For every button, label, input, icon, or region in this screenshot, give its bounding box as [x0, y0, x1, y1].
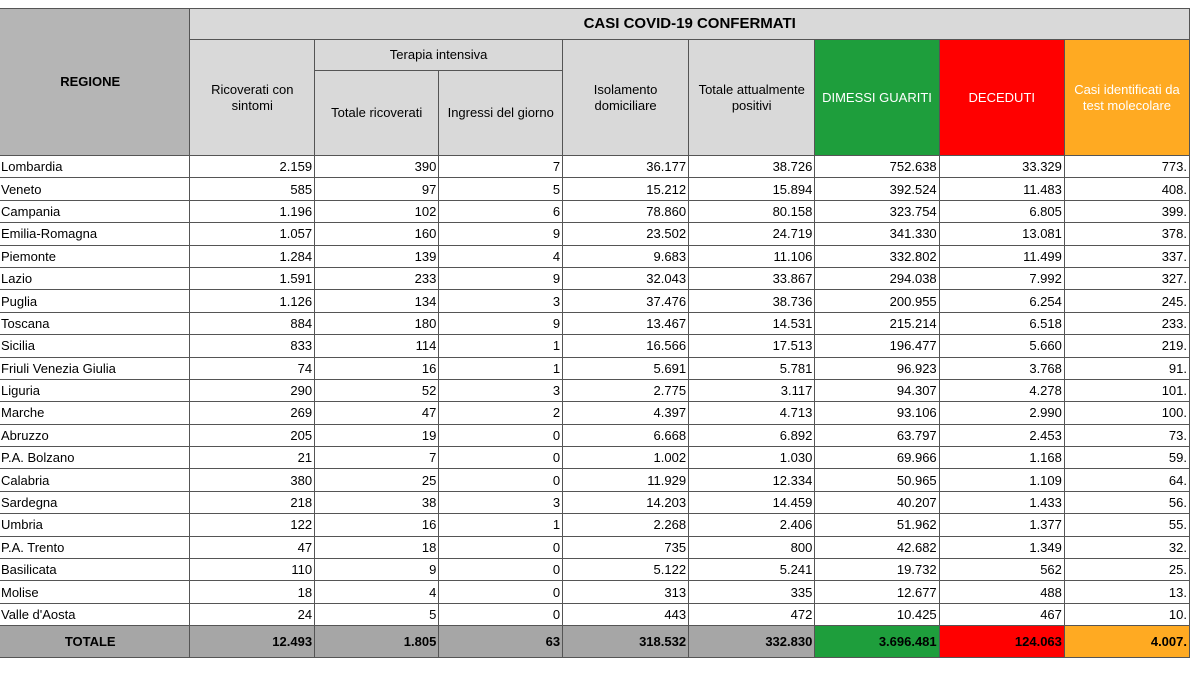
- table-row: [0, 424, 1190, 446]
- table-row: [0, 514, 1190, 536]
- cell-deceduti: 2.990: [939, 402, 1064, 424]
- cell-ricoverati: 205: [190, 424, 315, 446]
- cell-ti-totale: 47: [315, 402, 439, 424]
- cell-dimessi: 215.214: [815, 312, 939, 334]
- table-row: [0, 312, 1190, 334]
- cell-regione: Basilicata: [0, 559, 190, 581]
- cell-dimessi: 294.038: [815, 267, 939, 289]
- header-regione: REGIONE: [0, 9, 190, 156]
- cell-ti-ingressi: 6: [439, 200, 563, 222]
- cell-isolamento: 313: [563, 581, 689, 603]
- cell-isolamento: 443: [563, 603, 689, 625]
- totale-isolamento: 318.532: [563, 626, 689, 658]
- cell-deceduti: 11.499: [939, 245, 1064, 267]
- table-row: [0, 200, 1190, 222]
- totale-dimessi: 3.696.481: [815, 626, 939, 658]
- cell-ti-totale: 390: [315, 156, 439, 178]
- cell-isolamento: 37.476: [563, 290, 689, 312]
- cell-positivi: 335: [689, 581, 815, 603]
- cell-casi: 13.: [1064, 581, 1189, 603]
- cell-casi: 378.: [1064, 223, 1189, 245]
- cell-regione: Toscana: [0, 312, 190, 334]
- cell-positivi: 3.117: [689, 379, 815, 401]
- cell-ricoverati: 2.159: [190, 156, 315, 178]
- cell-regione: Friuli Venezia Giulia: [0, 357, 190, 379]
- cell-ti-ingressi: 5: [439, 178, 563, 200]
- cell-casi: 337.: [1064, 245, 1189, 267]
- cell-ti-ingressi: 0: [439, 447, 563, 469]
- totale-casi: 4.007.: [1064, 626, 1189, 658]
- cell-deceduti: 13.081: [939, 223, 1064, 245]
- table-row: [0, 335, 1190, 357]
- cell-ricoverati: 380: [190, 469, 315, 491]
- cell-casi: 64.: [1064, 469, 1189, 491]
- totale-ricoverati: 12.493: [190, 626, 315, 658]
- cell-ti-totale: 134: [315, 290, 439, 312]
- cell-ricoverati: 1.591: [190, 267, 315, 289]
- cell-ti-totale: 4: [315, 581, 439, 603]
- cell-casi: 10.: [1064, 603, 1189, 625]
- cell-dimessi: 196.477: [815, 335, 939, 357]
- header-dimessi-label: DIMESSI GUARITI: [822, 89, 932, 105]
- cell-isolamento: 15.212: [563, 178, 689, 200]
- cell-isolamento: 16.566: [563, 335, 689, 357]
- cell-ricoverati: 18: [190, 581, 315, 603]
- cell-casi: 100.: [1064, 402, 1189, 424]
- cell-ricoverati: 122: [190, 514, 315, 536]
- cell-dimessi: 332.802: [815, 245, 939, 267]
- header-isolamento-label: Isolamento domiciliare: [593, 81, 658, 113]
- cell-casi: 32.: [1064, 536, 1189, 558]
- cell-casi: 56.: [1064, 491, 1189, 513]
- cell-ti-ingressi: 9: [439, 223, 563, 245]
- table-row: [0, 267, 1190, 289]
- cell-regione: Puglia: [0, 290, 190, 312]
- cell-deceduti: 1.377: [939, 514, 1064, 536]
- cell-ti-totale: 160: [315, 223, 439, 245]
- cell-ti-totale: 7: [315, 447, 439, 469]
- cell-ricoverati: 110: [190, 559, 315, 581]
- covid-table-container: [0, 8, 1200, 668]
- cell-dimessi: 63.797: [815, 424, 939, 446]
- cell-deceduti: 1.109: [939, 469, 1064, 491]
- cell-deceduti: 1.168: [939, 447, 1064, 469]
- totale-row: [0, 626, 1190, 658]
- cell-regione: P.A. Bolzano: [0, 447, 190, 469]
- cell-isolamento: 23.502: [563, 223, 689, 245]
- cell-casi: 399.: [1064, 200, 1189, 222]
- cell-ti-totale: 18: [315, 536, 439, 558]
- cell-ti-ingressi: 9: [439, 312, 563, 334]
- cell-ti-totale: 16: [315, 514, 439, 536]
- header-terapia-intensiva: Terapia intensiva: [315, 40, 563, 71]
- cell-regione: Piemonte: [0, 245, 190, 267]
- cell-casi: 219.: [1064, 335, 1189, 357]
- cell-deceduti: 6.805: [939, 200, 1064, 222]
- cell-deceduti: 488: [939, 581, 1064, 603]
- cell-dimessi: 323.754: [815, 200, 939, 222]
- totale-deceduti: 124.063: [939, 626, 1064, 658]
- cell-dimessi: 69.966: [815, 447, 939, 469]
- cell-ti-totale: 139: [315, 245, 439, 267]
- cell-casi: 101.: [1064, 379, 1189, 401]
- cell-regione: Lombardia: [0, 156, 190, 178]
- cell-ti-ingressi: 1: [439, 514, 563, 536]
- header-positivi: [689, 40, 815, 156]
- cell-ti-ingressi: 3: [439, 290, 563, 312]
- cell-casi: 73.: [1064, 424, 1189, 446]
- table-row: [0, 245, 1190, 267]
- cell-ti-totale: 16: [315, 357, 439, 379]
- cell-ricoverati: 1.196: [190, 200, 315, 222]
- cell-isolamento: 9.683: [563, 245, 689, 267]
- cell-ricoverati: 1.057: [190, 223, 315, 245]
- cell-ricoverati: 833: [190, 335, 315, 357]
- cell-isolamento: 13.467: [563, 312, 689, 334]
- cell-ricoverati: 290: [190, 379, 315, 401]
- cell-ti-ingressi: 1: [439, 335, 563, 357]
- cell-isolamento: 36.177: [563, 156, 689, 178]
- totale-label: TOTALE: [0, 626, 190, 658]
- header-ricoverati-label: Ricoverati con sintomi: [211, 81, 294, 113]
- cell-ti-totale: 25: [315, 469, 439, 491]
- cell-regione: Calabria: [0, 469, 190, 491]
- cell-ti-ingressi: 0: [439, 424, 563, 446]
- cell-ti-ingressi: 1: [439, 357, 563, 379]
- cell-ti-ingressi: 9: [439, 267, 563, 289]
- cell-dimessi: 341.330: [815, 223, 939, 245]
- header-ingressi: [439, 71, 563, 156]
- cell-ti-ingressi: 3: [439, 491, 563, 513]
- cell-ti-ingressi: 7: [439, 156, 563, 178]
- cell-casi: 327.: [1064, 267, 1189, 289]
- cell-positivi: 14.531: [689, 312, 815, 334]
- cell-regione: P.A. Trento: [0, 536, 190, 558]
- header-casi-label: Casi identificati da test molecolare: [1074, 81, 1180, 113]
- table-row: [0, 491, 1190, 513]
- cell-isolamento: 5.691: [563, 357, 689, 379]
- cell-dimessi: 200.955: [815, 290, 939, 312]
- cell-ti-totale: 38: [315, 491, 439, 513]
- cell-isolamento: 14.203: [563, 491, 689, 513]
- cell-regione: Marche: [0, 402, 190, 424]
- cell-deceduti: 6.254: [939, 290, 1064, 312]
- cell-isolamento: 1.002: [563, 447, 689, 469]
- table-row: [0, 290, 1190, 312]
- cell-deceduti: 1.433: [939, 491, 1064, 513]
- cell-ti-ingressi: 0: [439, 603, 563, 625]
- cell-ricoverati: 74: [190, 357, 315, 379]
- table-row: [0, 469, 1190, 491]
- cell-ricoverati: 1.126: [190, 290, 315, 312]
- cell-regione: Molise: [0, 581, 190, 603]
- cell-deceduti: 467: [939, 603, 1064, 625]
- cell-positivi: 5.241: [689, 559, 815, 581]
- cell-ti-ingressi: 0: [439, 559, 563, 581]
- table-row: [0, 581, 1190, 603]
- table-row: [0, 379, 1190, 401]
- cell-ti-totale: 180: [315, 312, 439, 334]
- cell-casi: 59.: [1064, 447, 1189, 469]
- cell-positivi: 17.513: [689, 335, 815, 357]
- table-row: [0, 357, 1190, 379]
- cell-ti-ingressi: 0: [439, 469, 563, 491]
- table-body: [0, 156, 1190, 626]
- cell-ti-ingressi: 3: [439, 379, 563, 401]
- cell-ti-totale: 97: [315, 178, 439, 200]
- header-totale-ricoverati-label: Totale ricoverati: [331, 105, 423, 121]
- cell-isolamento: 4.397: [563, 402, 689, 424]
- cell-deceduti: 33.329: [939, 156, 1064, 178]
- header-ingressi-label: Ingressi del giorno: [447, 105, 554, 121]
- cell-ti-totale: 52: [315, 379, 439, 401]
- cell-positivi: 6.892: [689, 424, 815, 446]
- cell-ricoverati: 21: [190, 447, 315, 469]
- cell-casi: 233.: [1064, 312, 1189, 334]
- cell-ti-totale: 102: [315, 200, 439, 222]
- cell-regione: Abruzzo: [0, 424, 190, 446]
- cell-isolamento: 78.860: [563, 200, 689, 222]
- cell-regione: Emilia-Romagna: [0, 223, 190, 245]
- cell-positivi: 4.713: [689, 402, 815, 424]
- cell-casi: 245.: [1064, 290, 1189, 312]
- cell-casi: 25.: [1064, 559, 1189, 581]
- cell-deceduti: 11.483: [939, 178, 1064, 200]
- cell-positivi: 800: [689, 536, 815, 558]
- cell-ti-totale: 5: [315, 603, 439, 625]
- cell-dimessi: 93.106: [815, 402, 939, 424]
- cell-isolamento: 5.122: [563, 559, 689, 581]
- cell-regione: Liguria: [0, 379, 190, 401]
- cell-positivi: 11.106: [689, 245, 815, 267]
- table-row: [0, 603, 1190, 625]
- header-casi: [1064, 40, 1189, 156]
- cell-regione: Umbria: [0, 514, 190, 536]
- covid-cases-table: [0, 8, 1190, 658]
- cell-ricoverati: 269: [190, 402, 315, 424]
- cell-positivi: 472: [689, 603, 815, 625]
- cell-positivi: 15.894: [689, 178, 815, 200]
- cell-isolamento: 6.668: [563, 424, 689, 446]
- cell-ti-totale: 19: [315, 424, 439, 446]
- table-row: [0, 447, 1190, 469]
- cell-ti-ingressi: 4: [439, 245, 563, 267]
- cell-positivi: 1.030: [689, 447, 815, 469]
- cell-isolamento: 32.043: [563, 267, 689, 289]
- totale-ti-ingressi: 63: [439, 626, 563, 658]
- cell-dimessi: 50.965: [815, 469, 939, 491]
- cell-dimessi: 752.638: [815, 156, 939, 178]
- table-row: [0, 156, 1190, 178]
- header-positivi-label: Totale attualmente positivi: [698, 81, 805, 113]
- header-totale-ricoverati: [315, 71, 439, 156]
- cell-ti-ingressi: 0: [439, 536, 563, 558]
- cell-ti-ingressi: 2: [439, 402, 563, 424]
- cell-ricoverati: 585: [190, 178, 315, 200]
- cell-regione: Sicilia: [0, 335, 190, 357]
- cell-dimessi: 94.307: [815, 379, 939, 401]
- cell-positivi: 2.406: [689, 514, 815, 536]
- cell-positivi: 24.719: [689, 223, 815, 245]
- table-row: [0, 223, 1190, 245]
- cell-dimessi: 96.923: [815, 357, 939, 379]
- cell-dimessi: 392.524: [815, 178, 939, 200]
- cell-positivi: 38.736: [689, 290, 815, 312]
- cell-ricoverati: 47: [190, 536, 315, 558]
- cell-ricoverati: 218: [190, 491, 315, 513]
- header-isolamento: [563, 40, 689, 156]
- cell-dimessi: 51.962: [815, 514, 939, 536]
- table-row: [0, 536, 1190, 558]
- cell-casi: 91.: [1064, 357, 1189, 379]
- header-deceduti-label: DECEDUTI: [968, 89, 1035, 105]
- cell-isolamento: 2.775: [563, 379, 689, 401]
- cell-regione: Valle d'Aosta: [0, 603, 190, 625]
- cell-dimessi: 12.677: [815, 581, 939, 603]
- cell-deceduti: 5.660: [939, 335, 1064, 357]
- table-row: [0, 178, 1190, 200]
- cell-positivi: 12.334: [689, 469, 815, 491]
- cell-dimessi: 19.732: [815, 559, 939, 581]
- cell-positivi: 33.867: [689, 267, 815, 289]
- cell-ricoverati: 884: [190, 312, 315, 334]
- cell-regione: Sardegna: [0, 491, 190, 513]
- header-deceduti: [939, 40, 1064, 156]
- cell-deceduti: 562: [939, 559, 1064, 581]
- cell-ti-totale: 233: [315, 267, 439, 289]
- cell-regione: Veneto: [0, 178, 190, 200]
- cell-positivi: 80.158: [689, 200, 815, 222]
- cell-positivi: 38.726: [689, 156, 815, 178]
- cell-deceduti: 1.349: [939, 536, 1064, 558]
- cell-deceduti: 7.992: [939, 267, 1064, 289]
- header-title: CASI COVID-19 CONFERMATI: [190, 9, 1190, 40]
- cell-positivi: 14.459: [689, 491, 815, 513]
- totale-positivi: 332.830: [689, 626, 815, 658]
- cell-deceduti: 2.453: [939, 424, 1064, 446]
- cell-ti-totale: 9: [315, 559, 439, 581]
- cell-dimessi: 10.425: [815, 603, 939, 625]
- cell-isolamento: 11.929: [563, 469, 689, 491]
- cell-positivi: 5.781: [689, 357, 815, 379]
- cell-regione: Campania: [0, 200, 190, 222]
- cell-deceduti: 3.768: [939, 357, 1064, 379]
- table-row: [0, 402, 1190, 424]
- cell-ricoverati: 1.284: [190, 245, 315, 267]
- cell-ti-ingressi: 0: [439, 581, 563, 603]
- cell-ricoverati: 24: [190, 603, 315, 625]
- cell-isolamento: 2.268: [563, 514, 689, 536]
- cell-deceduti: 6.518: [939, 312, 1064, 334]
- cell-isolamento: 735: [563, 536, 689, 558]
- cell-ti-totale: 114: [315, 335, 439, 357]
- table-row: [0, 559, 1190, 581]
- totale-ti-totale: 1.805: [315, 626, 439, 658]
- header-dimessi: [815, 40, 939, 156]
- header-ricoverati: [190, 40, 315, 156]
- cell-dimessi: 42.682: [815, 536, 939, 558]
- cell-deceduti: 4.278: [939, 379, 1064, 401]
- cell-casi: 55.: [1064, 514, 1189, 536]
- cell-regione: Lazio: [0, 267, 190, 289]
- cell-casi: 408.: [1064, 178, 1189, 200]
- cell-casi: 773.: [1064, 156, 1189, 178]
- cell-dimessi: 40.207: [815, 491, 939, 513]
